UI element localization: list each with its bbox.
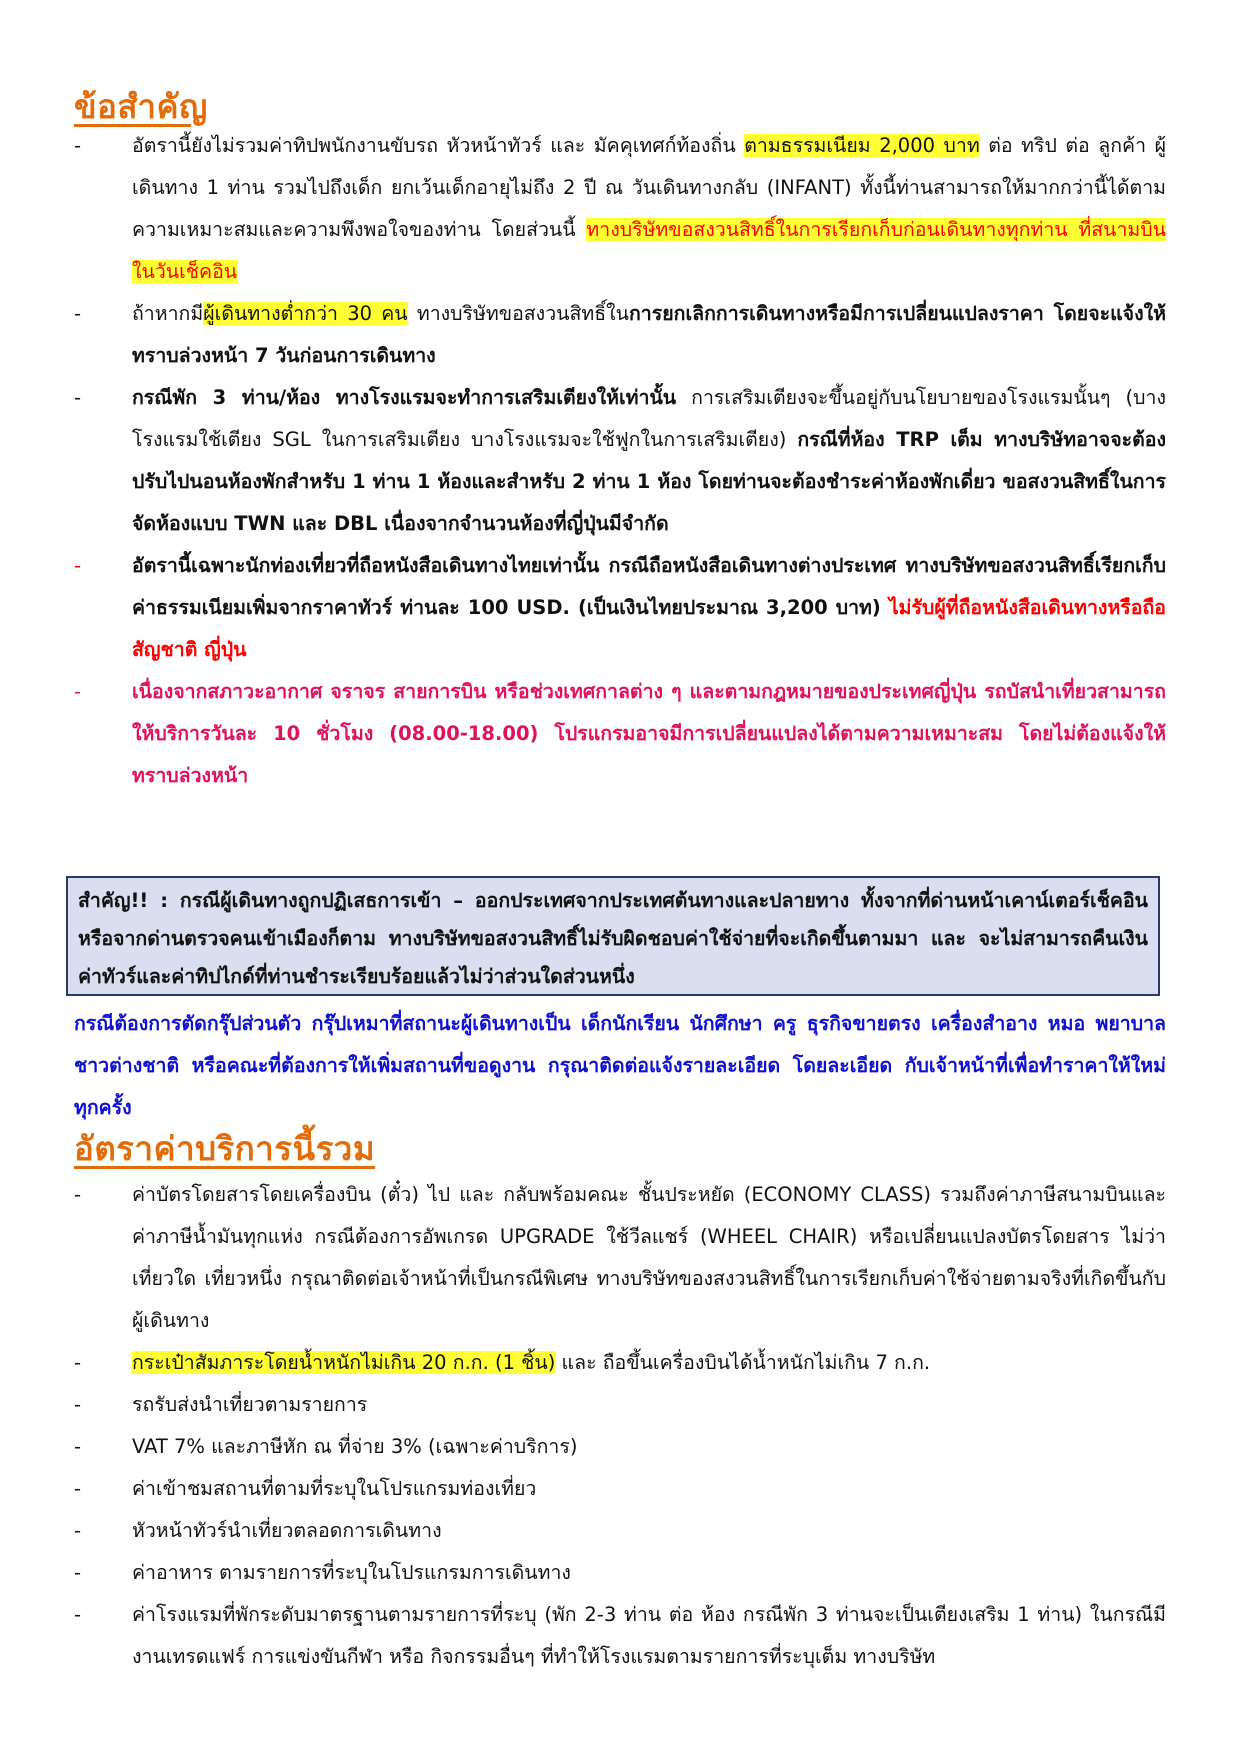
text: และ ถือขึ้นเครื่องบินได้น้ำหนักไม่เกิน 7 ก.ก. (555, 1351, 931, 1374)
bullet: - (74, 386, 82, 409)
text: รถรับส่งนำเที่ยวตามรายการ (132, 1393, 368, 1416)
red-bold-text: ไม่รับผู้ที่ถือหนังสือเดินทางหรือถือสัญชาติ ญี่ปุ่น (132, 596, 1166, 661)
list-item (74, 1384, 1166, 1426)
text: ต่อ ทริป ต่อ ลูกค้า ผู้เดินทาง 1 ท่าน รวมไปถึงเด็ก ยกเว้นเด็กอายุไม่ถึง 2 ปี ณ วันเดินทางกลับ (INFANT) ทั้งนี้ท่านสามารถให้มากกว่านี้ได้ตามความเหมาะสมและความพึงพอใจของท่าน โดยส่วนนี้ (132, 134, 1166, 241)
bold-text: กรณีพัก 3 ท่าน/ห้อง ทางโรงแรมจะทำการเสริมเตียงให้เท่านั้น (132, 386, 677, 409)
list-item (74, 377, 1166, 545)
bullet: - (74, 680, 82, 703)
important-notice-box (66, 876, 1160, 996)
text: อัตรานี้ยังไม่รวมค่าทิปพนักงานขับรถ หัวหน้าทัวร์ และ มัคคุเทศก์ท้องถิ่น (132, 134, 745, 157)
text: ถ้าหากมี (132, 302, 204, 325)
highlighted-text: ผู้เดินทางต่ำกว่า 30 คน (203, 302, 408, 325)
list-item (74, 1552, 1166, 1594)
highlighted-text: กระเป๋าสัมภาระโดยน้ำหนักไม่เกิน 20 ก.ก. (1 ชิ้น) (132, 1351, 556, 1374)
section-title-included: อัตราค่าบริการนี้รวม (74, 1129, 376, 1168)
highlighted-text: ตามธรรมเนียม 2,000 บาท (744, 134, 980, 157)
text: VAT 7% และภาษีหัก ณ ที่จ่าย 3% (เฉพาะค่าบริการ) (132, 1435, 578, 1458)
list-item (74, 1342, 1166, 1384)
bullet: - (74, 1183, 82, 1206)
list-item (74, 1426, 1166, 1468)
list-item (74, 545, 1166, 671)
bullet: - (74, 1561, 82, 1584)
bullet: - (74, 554, 82, 577)
text: ค่าเข้าชมสถานที่ตามที่ระบุในโปรแกรมท่องเที่ยว (132, 1477, 537, 1500)
list-item (74, 1174, 1166, 1342)
bullet: - (74, 1351, 82, 1374)
bold-text: การยกเลิกการเดินทางหรือมีการเปลี่ยนแปลงราคา โดยจะแจ้งให้ทราบล่วงหน้า 7 วันก่อนการเดินทาง (132, 302, 1166, 367)
list-item (74, 125, 1166, 293)
text: หัวหน้าทัวร์นำเที่ยวตลอดการเดินทาง (132, 1519, 442, 1542)
bullet: - (74, 1435, 82, 1458)
list-item (74, 293, 1166, 377)
bold-text: อัตรานี้เฉพาะนักท่องเที่ยวที่ถือหนังสือเดินทางไทยเท่านั้น กรณีถือหนังสือเดินทางต่างประเทศ ทางบริษัทขอสงวนสิทธิ์เรียกเก็บค่าธรรมเนียมเพิ่มจากราคาทัวร์ ท่านละ 100 USD. (เป็นเงินไทยประมาณ 3,200 บาท) (132, 554, 1166, 619)
bullet: - (74, 1477, 82, 1500)
text: การเสริมเตียงจะขึ้นอยู่กับนโยบายของโรงแรมนั้นๆ (บางโรงแรมใช้เตียง SGL ในการเสริมเตียง บางโรงแรมจะใช้ฟูกในการเสริมเตียง) (132, 386, 1167, 451)
list-item (74, 1510, 1166, 1552)
included-services-list (74, 1174, 1166, 1678)
private-group-note: กรณีต้องการตัดกรุ๊ปส่วนตัว กรุ๊ปเหมาที่สถานะผู้เดินทางเป็น เด็กนักเรียน นักศึกษา ครู ธุรกิจขายตรง เครื่องสำอาง หมอ พยาบาล ชาวต่างชาติ หรือคณะที่ต้องการให้เพิ่มสถานที่ขอดูงาน กรุณาติดต่อแจ้งรายละเอียด โดยละเอียด กับเจ้าหน้าที่เพื่อทำราคาให้ใหม่ทุกครั้ง (74, 1012, 1166, 1119)
text: ทางบริษัทขอสงวนสิทธิ์ใน (407, 302, 629, 325)
text: ค่าอาหาร ตามรายการที่ระบุในโปรแกรมการเดินทาง (132, 1561, 571, 1584)
bullet: - (74, 1519, 82, 1542)
text: ค่าบัตรโดยสารโดยเครื่องบิน (ตั๋ว) ไป และ กลับพร้อมคณะ ชั้นประหยัด (ECONOMY CLASS) รวมถึงค่าภาษีสนามบินและค่าภาษีน้ำมันทุกแห่ง กรณีต้องการอัพเกรด UPGRADE ใช้วีลแชร์ (WHEEL CHAIR) หรือเปลี่ยนแปลงบัตรโดยสาร ไม่ว่าเที่ยวใด เที่ยวหนึ่ง กรุณาติดต่อเจ้าหน้าที่เป็นกรณีพิเศษ ทางบริษัทของสงวนสิทธิ์ในการเรียกเก็บค่าใช้จ่ายตามจริงที่เกิดขึ้นกับผู้เดินทาง (132, 1183, 1166, 1332)
pink-bold-text: เนื่องจากสภาวะอากาศ จราจร สายการบิน หรือช่วงเทศกาลต่าง ๆ และตามกฎหมายของประเทศญี่ปุ่น รถบัสนำเที่ยวสามารถให้บริการวันละ 10 ชั่วโมง (08.00-18.00) โปรแกรมอาจมีการเปลี่ยนแปลงได้ตามความเหมาะสม โดยไม่ต้องแจ้งให้ทราบล่วงหน้า (132, 680, 1166, 787)
bullet: - (74, 134, 82, 157)
important-notes-list (74, 125, 1166, 797)
bullet: - (74, 1393, 82, 1416)
list-item (74, 671, 1166, 797)
list-item (74, 1468, 1166, 1510)
bullet: - (74, 302, 82, 325)
bold-text: กรณีที่ห้อง TRP เต็ม ทางบริษัทอาจจะต้องปรับไปนอนห้องพักสำหรับ 1 ท่าน 1 ห้องและสำหรับ 2 ท่าน 1 ห้อง โดยท่านจะต้องชำระค่าห้องพักเดี่ยว ขอสงวนสิทธิ์ในการจัดห้องแบบ TWN และ DBL เนื่องจากจำนวนห้องที่ญี่ปุ่นมีจำกัด (132, 428, 1166, 535)
notice-text: สำคัญ!! : กรณีผู้เดินทางถูกปฏิเสธการเข้า – ออกประเทศจากประเทศต้นทางและปลายทาง ทั้งจากที่ด่านหน้าเคาน์เตอร์เช็คอิน หรือจากด่านตรวจคนเข้าเมืองก็ตาม ทางบริษัทขอสงวนสิทธิ์ไม่รับผิดชอบค่าใช้จ่ายที่จะเกิดขึ้นตามมา และ จะไม่สามารถคืนเงินค่าทัวร์และค่าทิปไกด์ที่ท่านชำระเรียบร้อยแล้วไม่ว่าส่วนใดส่วนหนึ่ง (78, 889, 1148, 988)
highlighted-red-text: ทางบริษัทขอสงวนสิทธิ์ในการเรียกเก็บก่อนเดินทางทุกท่าน ที่สนามบิน ในวันเช็คอิน (132, 218, 1166, 283)
section-title-important: ข้อสำคัญ (74, 87, 208, 126)
text: ค่าโรงแรมที่พักระดับมาตรฐานตามรายการที่ระบุ (พัก 2-3 ท่าน ต่อ ห้อง กรณีพัก 3 ท่านจะเป็นเตียงเสริม 1 ท่าน) ในกรณีมีงานเทรดแฟร์ การแข่งขันกีฬา หรือ กิจกรรมอื่นๆ ที่ทำให้โรงแรมตามรายการที่ระบุเต็ม ทางบริษัท (132, 1603, 1166, 1668)
list-item (74, 1594, 1166, 1678)
bullet: - (74, 1603, 82, 1626)
